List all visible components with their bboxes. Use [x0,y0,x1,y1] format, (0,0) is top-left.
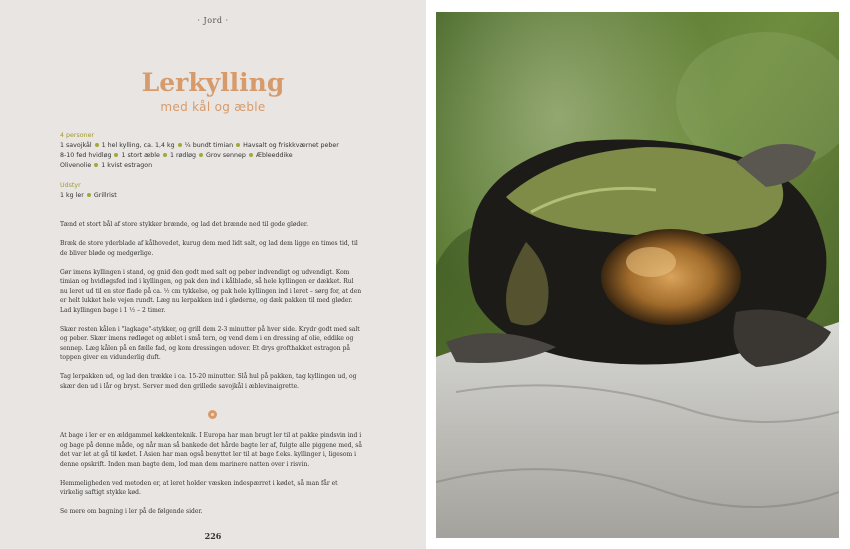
ingredient: Æbleeddike [255,152,293,159]
ingredient-line [60,151,390,161]
page-number: 226 [204,531,222,541]
method-paragraph: Skær resten kålen i "lagkage"-stykker, og grill dem 2-3 minutter på hver side. Krydr godt med salt og peber. Skær imens rødløget og æblet i små tern, og vend dem i en dressing af olie, eddike og sennep. Læg kålen på en fælle fad, og kom dressingen udover. Et drys grofthakket estragon på toppen giver en vidunderlig duft. [60,325,360,361]
ingredient: 1 hel kylling, ca. 1,4 kg [101,142,175,149]
note-paragraph: Hemmeligheden ved metoden er, at leret holder væsken indespærret i kødet, så man får et virkelig saftigt stykke kød. [60,479,338,496]
ingredient: Olivenolie [60,162,92,169]
chapter-header: · Jord · [197,16,229,25]
clay-chicken-photo [436,12,839,538]
notes-text [60,431,362,526]
ingredient: 1 savojkål [60,142,92,149]
recipe-title: Lerkylling [141,68,285,97]
right-page [426,0,850,549]
ingredient-line [60,141,390,151]
servings-label: 4 personer [60,132,95,139]
note-paragraph: At bage i ler er en ældgammel køkkenteknik. I Europa har man brugt ler til at pakke pindsvin ind i og bage på denne måde, og når man så bankede det hårde bagte ler af, fulgte alle piggene med, så det var let at gå til kødet. I Asien har man også benyttet ler til at bage f.eks. kyllinger i, ligesom i denne opskrift. Inden man bagte dem, lod man dem marinere natten over i risvin. [60,432,362,468]
bullet-dot-icon [236,143,240,147]
method-text [60,220,362,401]
bullet-dot-icon [199,153,203,157]
method-paragraph: Bræk de store yderblade af kålhovedet, kurug dem med lidt salt, og lad dem ligge en times tid, til de bliver bløde og medgørlige. [60,240,358,257]
equipment-label: Udstyr [60,182,81,189]
method-paragraph: Tænd et stort bål af store stykker brænde, og lad det brænde ned til gode gløder. [60,221,308,228]
method-paragraph: Gør imens kyllingen i stand, og gnid den godt med salt og peber indvendigt og udvendigt. Kom timian og hvidløgsfed ind i kyllingen, og pak den ind i kålblade, så hele kyllingen er dækket. Rul nu leret ud til en stor flade på ca. ½ cm tykkelse, og pak hele kyllingen ind i leret – sørg for, at den er helt lukket hele vejen rundt. Læg nu lerpakken ind i gløderne, og dæk pakken til med gløder. Lad kyllingen bage i 1 ½ – 2 timer. [60,268,362,314]
ingredient: 1 stort æble [121,152,160,159]
bullet-dot-icon [114,153,118,157]
recipe-photo [436,12,839,538]
ingredient: 8-10 fed hvidløg [60,152,112,159]
ingredient: 1 kvist estragon [101,162,153,169]
bullet-dot-icon [95,143,99,147]
bullet-dot-icon [94,163,98,167]
ingredients-block [60,131,390,171]
note-paragraph: Se mere om bagning i ler på de følgende sider. [60,508,203,515]
bullet-dot-icon [87,193,91,197]
ingredient: ¼ bundt timian [184,142,234,149]
flower-ornament-icon [208,410,217,419]
bullet-dot-icon [249,153,253,157]
equipment-item: 1 kg ler [60,192,84,199]
ingredient: Havsalt og friskkværnet peber [243,142,339,149]
bullet-dot-icon [178,143,182,147]
method-paragraph: Tag lerpakken ud, og lad den trække i ca. 15-20 minutter. Slå hul på pakken, tag kyllingen ud, og skær den ud i lår og bryst. Server med den grillede savojkål i æblevinaigrette. [60,373,357,390]
equipment-line [60,191,390,201]
equipment-block [60,181,390,201]
bullet-dot-icon [163,153,167,157]
equipment-item: Grillrist [93,192,117,199]
recipe-subtitle: med kål og æble [160,100,266,114]
ingredient: 1 rødløg [169,152,196,159]
ingredient-line [60,161,390,171]
ingredient: Grov sennep [205,152,246,159]
